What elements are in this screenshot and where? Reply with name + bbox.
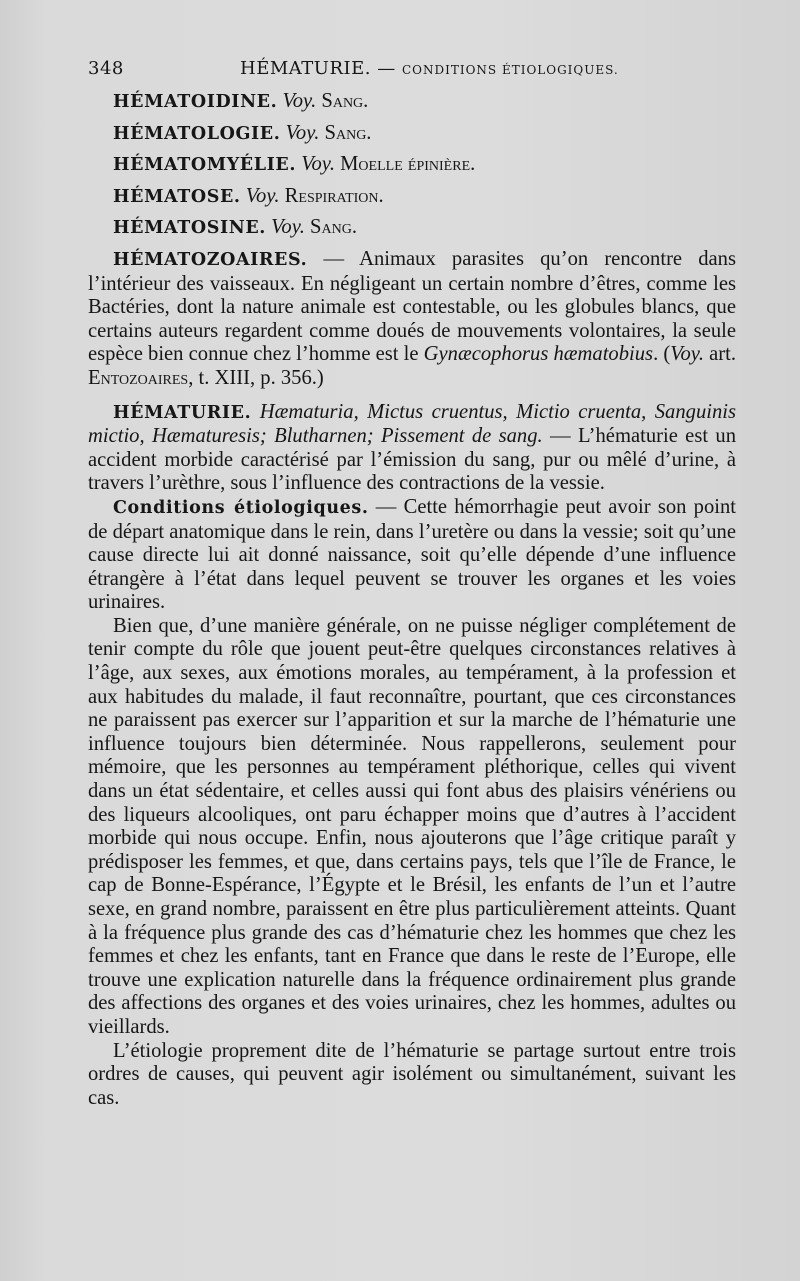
headword: HÉMATOIDINE.	[113, 92, 278, 112]
voy-label: Voy.	[245, 184, 280, 207]
page-number: 348	[88, 58, 124, 79]
cross-reference: Sang.	[324, 121, 372, 144]
entry-text: , t. XIII, p. 356.)	[188, 366, 324, 389]
voy-label: Voy.	[670, 343, 704, 366]
page-body	[88, 90, 736, 1110]
cross-reference: Entozoaires	[88, 366, 189, 389]
headword: HÉMATOSINE.	[113, 218, 266, 239]
header-title: HÉMATURIE.	[240, 58, 371, 79]
conditions-paragraph	[88, 496, 736, 615]
entry-hematose	[113, 185, 736, 210]
entry-hematologie	[113, 122, 736, 147]
headword: HÉMATURIE.	[113, 402, 252, 423]
cross-reference: Sang.	[310, 216, 357, 239]
voy-label: Voy.	[282, 90, 317, 112]
paragraph-bien-que: Bien que, d’une manière générale, on ne puisse négliger complétement de tenir compte du rôle que jouent peut-être quelques circonstances relatives à l’âge, aux sexes, aux émotions morales, au tempérament, à la profession et aux habitudes du malade, il faut reconnaître, pourtant, que ces circonstances ne paraissent pas exercer sur l’apparition et sur la marche de l’hématurie une influence toujours bien déterminée. Nous rappellerons, seulement pour mémoire, que les personnes au tempérament pléthorique, celles qui vivent dans un état sédentaire, et celles aussi qui font abus des plaisirs vénériens ou des liqueurs alcooliques, ont paru échapper moins que d’autres à l’accident morbide qui nous occupe. Enfin, nous ajouterons que l’âge critique paraît y prédisposer les femmes, et que, dans certains pays, tels que l’île de France, le cap de Bonne-Espérance, l’Égypte et le Brésil, les enfants de l’un et l’autre sexe, en grand nombre, paraissent en être plus particulièrement atteints. Quant à la fréquence plus grande des cas d’hématurie chez les hommes que chez les femmes et chez les enfants, tant en France que dans le reste de l’Europe, elle trouve une explication naturelle dans la fréquence ordinairement plus grande des affections des organes et des voies urinaires, chez les hommes, adultes ou vieillards.	[88, 614, 736, 1038]
cross-reference: Moelle épinière.	[340, 153, 476, 176]
header-dash: —	[377, 58, 396, 79]
voy-label: Voy.	[301, 153, 335, 176]
paragraph-text: — Cette hémorrhagie peut avoir son point de départ anatomique dans le rein, dans l’uretère ou dans la vessie; soit qu’une cause directe lui ait donné naissance, soit qu’elle dépende d’une influence étrangère à l’état dans lequel peuvent se trouver les organes et les voies urinaires.	[88, 495, 736, 614]
cross-reference: Respiration.	[284, 184, 384, 207]
headword: HÉMATOZOAIRES.	[113, 249, 308, 270]
paragraph-etiologie: L’étiologie proprement dite de l’hématurie se partage surtout entre trois ordres de causes, qui peuvent agir isolément ou simultanément, suivant les cas.	[88, 1039, 736, 1109]
entry-text: art.	[703, 343, 736, 366]
header-subtitle: CONDITIONS ÉTIOLOGIQUES.	[401, 63, 619, 77]
entry-hematoidine	[113, 90, 736, 115]
entry-hematosine	[113, 216, 736, 241]
entry-hematomyelie	[113, 153, 736, 178]
entry-text: — Animaux parasites qu’on rencontre dans l’intérieur des vaisseaux. En négligeant un certain nombre d’êtres, comme les Bactéries, dont la nature animale est contestable, ou les globules blancs, que certains auteurs regardent comme doués de mouvements volontaires, la seule espèce bien connue chez l’homme est le	[88, 247, 736, 366]
synonyms: Hæmaturia, Mictus cruentus, Mictio cruenta, Sanguinis mictio, Hæmaturesis; Blutharnen; Pissement de sang.	[88, 400, 736, 448]
cross-reference: Sang.	[321, 90, 369, 112]
headword: HÉMATOMYÉLIE.	[113, 155, 297, 176]
species-name: Gynæcophorus hæmatobius	[423, 343, 654, 366]
definition: — L’hématurie est un accident morbide caractérisé par l’émission du sang, pur ou mêlé d’urine, à travers l’urèthre, sous l’influence des contractions de la vessie.	[88, 425, 737, 495]
entry-hematozoaires	[88, 248, 736, 391]
entry-text: . (	[653, 343, 671, 366]
headword: HÉMATOLOGIE.	[113, 123, 281, 144]
entry-hematurie	[88, 401, 736, 496]
section-heading: Conditions étiologiques.	[113, 497, 369, 518]
running-title	[240, 58, 619, 79]
voy-label: Voy.	[271, 216, 305, 239]
headword: HÉMATOSE.	[113, 186, 241, 207]
voy-label: Voy.	[285, 121, 320, 144]
